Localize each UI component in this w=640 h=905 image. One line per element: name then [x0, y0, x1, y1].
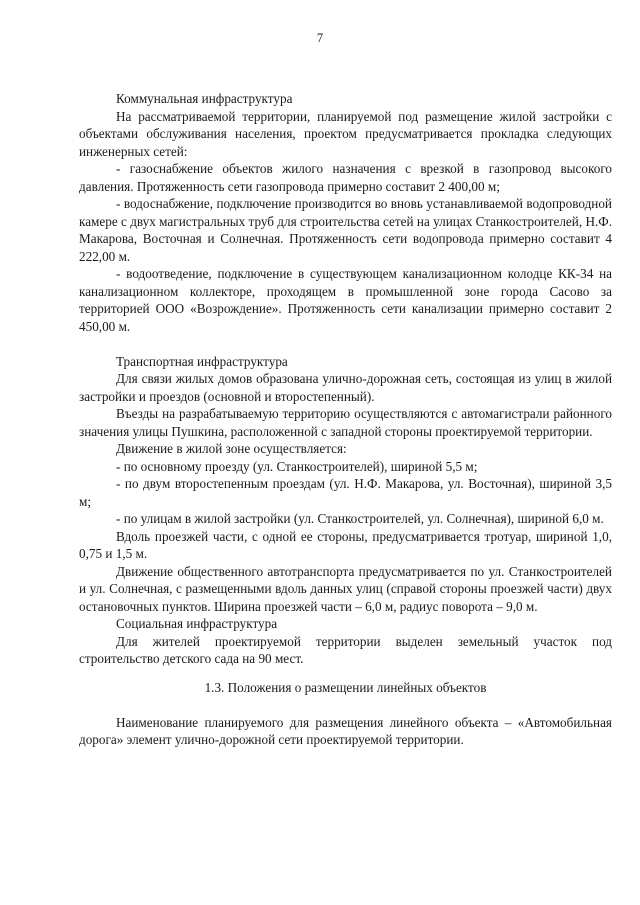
section-spacer: [79, 696, 612, 714]
social-heading: Социальная инфраструктура: [116, 616, 278, 631]
residential-streets-item: - по улицам в жилой застройки (ул. Станкостроителей, ул. Солнечная), шириной 6,0 м.: [116, 511, 604, 526]
sewerage-item: - водоотведение, подключение в существующем канализационном колодце КК-34 на канализационном коллекторе, проходящем в промышленной зоне города Сасово за территорией ООО «Возрождение». Протяженность сети канализации примерно составит 2 450,00 м.: [79, 266, 612, 334]
social-text: Для жителей проектируемой территории выделен земельный участок под строительство детского сада на 90 мест.: [79, 633, 612, 666]
document-body: [79, 90, 612, 749]
entries-text: Въезды на разрабатываемую территорию осуществляются с автомагистрали районного значения улицы Пушкина, расположенной с западной стороны проектируемой территории.: [79, 406, 612, 439]
utilities-heading: Коммунальная инфраструктура: [116, 91, 293, 106]
secondary-passages-item: - по двум второстепенным проездам (ул. Н.Ф. Макарова, ул. Восточная), шириной 3,5 м;: [79, 476, 612, 509]
public-transport-text: Движение общественного автотранспорта предусматривается по ул. Станкостроителей и ул. Солнечная, с размещенными вдоль данных улиц (справой стороны проезжей части) двух остановочных пунктов. Ширина проезжей части – 6,0 м, радиус поворота – 9,0 м.: [79, 563, 612, 614]
section-heading-linear-objects: 1.3. Положения о размещении линейных объектов: [204, 679, 487, 695]
gas-supply-item: - газоснабжение объектов жилого назначения с врезкой в газопровод высокого давления. Протяженность сети газопровода примерно составит 2 400,00 м;: [79, 161, 612, 194]
sidewalk-text: Вдоль проезжей части, с одной ее стороны, предусматривается тротуар, шириной 1,0, 0,75 и 1,5 м.: [79, 528, 612, 561]
section-spacer: [79, 335, 612, 353]
movement-intro: Движение в жилой зоне осуществляется:: [116, 441, 347, 456]
section-spacer: [79, 668, 612, 679]
linear-object-text: Наименование планируемого для размещения линейного объекта – «Автомобильная дорога» элемент улично-дорожной сети проектируемой территории.: [79, 714, 612, 747]
water-supply-item: - водоснабжение, подключение производится во вновь устанавливаемой водопроводной камере с двух магистральных труб для строительства сетей на улицах Станкостроителей, Н.Ф. Макарова, Восточная и Солнечная. Протяженность сети водопровода примерно составит 4 222,00 м.: [79, 196, 612, 264]
main-passage-item: - по основному проезду (ул. Станкостроителей), шириной 5,5 м;: [116, 458, 478, 474]
page-number: 7: [316, 31, 324, 45]
road-network-text: Для связи жилых домов образована улично-дорожная сеть, состоящая из улиц в жилой застройки и проездов (основной и второстепенный).: [79, 371, 612, 404]
utilities-intro: На рассматриваемой территории, планируемой под размещение жилой застройки с объектами обслуживания населения, проектом предусматривается прокладка следующих инженерных сетей:: [79, 108, 612, 159]
transport-heading: Транспортная инфраструктура: [116, 353, 288, 369]
